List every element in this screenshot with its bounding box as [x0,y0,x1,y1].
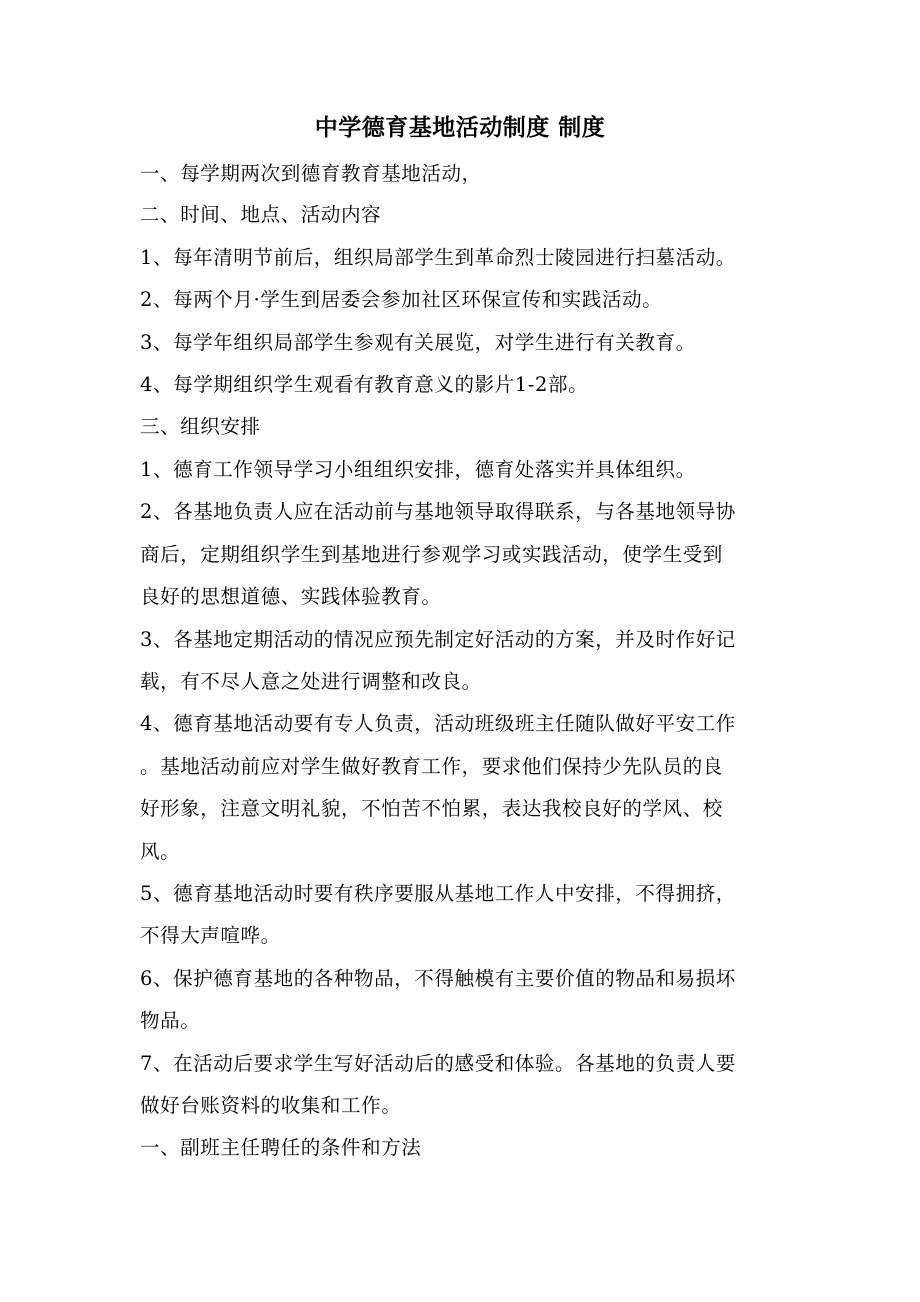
paragraph-line: 4、每学期组织学生观看有教育意义的影片1-2部。 [140,373,589,396]
paragraph-line: 1、德育工作领导学习小组组织安排，德育处落实并具体组织。 [140,458,696,481]
paragraph-line: 5、德育基地活动时要有秩序要服从基地工作人中安排，不得拥挤， [140,882,736,905]
paragraph-line: 载，有不尽人意之处进行调整和改良。 [140,670,482,693]
paragraph-line: 一、每学期两次到德育教育基地活动， [140,162,482,185]
document-title: 中学德育基地活动制度 制度 [314,115,606,141]
paragraph-line: 3、各基地定期活动的情况应预先制定好活动的方案，并及时作好记 [140,628,736,651]
paragraph-line: 4、德育基地活动要有专人负责，活动班级班主任随队做好平安工作 [140,712,736,735]
paragraph-line: 商后，定期组织学生到基地进行参观学习或实践活动，使学生受到 [140,543,723,566]
paragraph-line: 物品。 [140,1009,201,1032]
paragraph-line: 7、在活动后要求学生写好活动后的感受和体验。各基地的负责人要 [140,1052,736,1075]
paragraph-line: 1、每年清明节前后，组织局部学生到革命烈士陵园进行扫墓活动。 [140,246,736,269]
paragraph-line: 良好的思想道德、实践体验教育。 [140,585,442,608]
paragraph-line: 3、每学年组织局部学生参观有关展览，对学生进行有关教育。 [140,331,696,354]
paragraph-line: 2、每两个月·学生到居委会参加社区环保宣传和实践活动。 [140,288,663,311]
paragraph-line: 2、各基地负责人应在活动前与基地领导取得联系，与各基地领导协 [140,500,736,523]
paragraph-line: 二、时间、地点、活动内容 [140,203,382,226]
paragraph-line: 6、保护德育基地的各种物品，不得触模有主要价值的物品和易损坏 [140,967,736,990]
paragraph-line: 不得大声喧哗。 [140,924,281,947]
paragraph-line: 做好台账资料的收集和工作。 [140,1094,402,1117]
paragraph-line: 一、副班主任聘任的条件和方法 [140,1136,422,1159]
paragraph-line: 。基地活动前应对学生做好教育工作，要求他们保持少先队员的良 [140,755,723,778]
paragraph-line: 好形象，注意文明礼貌，不怕苦不怕累，表达我校良好的学风、校 [140,797,723,820]
paragraph-line: 风。 [140,840,181,863]
paragraph-line: 三、组织安排 [140,415,261,438]
